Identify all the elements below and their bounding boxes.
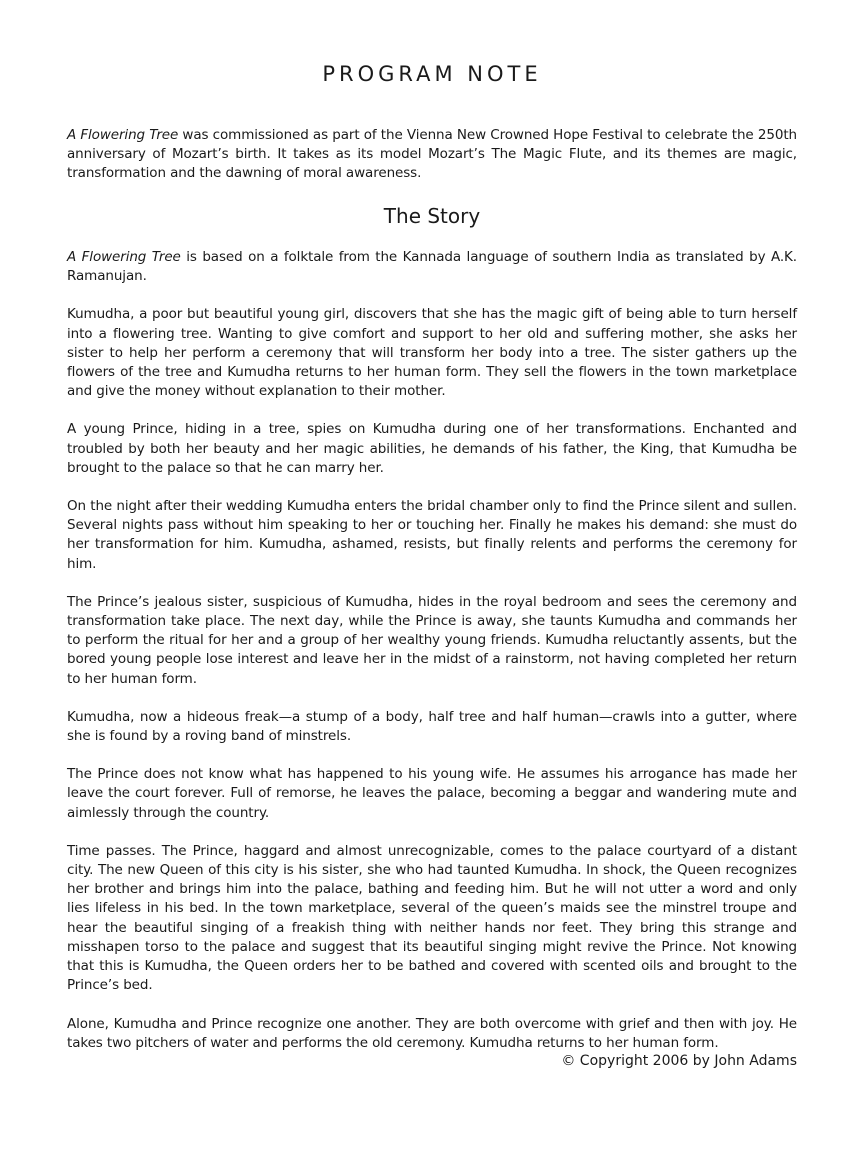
story-paragraph: Kumudha, now a hideous freak—a stump of a body, half tree and half human—crawls into a gutter, where she is found by a roving band of minstrels.	[67, 708, 797, 745]
story-paragraph: Time passes. The Prince, haggard and almost unrecognizable, comes to the palace courtyard of a distant city. The new Queen of this city is his sister, she who had taunted Kumudha. In shock, the Queen recognizes her brother and brings him into the palace, bathing and feeding him. But he will not utter a word and only lies lifeless in his bed. In the town marketplace, several of the queen’s maids see the minstrel troupe and hear the beautiful singing of a freakish thing with neither hands nor feet. They bring this strange and misshapen torso to the palace and suggest that its beautiful singing might revive the Prince. Not knowing that this is Kumudha, the Queen orders her to be bathed and covered with scented oils and brought to the Prince’s bed.	[67, 842, 797, 994]
story-intro-paragraph	[67, 248, 797, 286]
work-title: A Flowering Tree	[67, 127, 179, 143]
story-section	[67, 248, 797, 1072]
story-paragraph: Kumudha, a poor but beautiful young girl, discovers that she has the magic gift of being able to turn herself into a flowering tree. Wanting to give comfort and support to her old and suffering mother, she asks her sister to help her perform a ceremony that will transform her body into a tree. The sister gathers up the flowers of the tree and Kumudha returns to her human form. They sell the flowers in the town marketplace and give the money without explanation to their mother.	[67, 306, 797, 400]
page-title: PROGRAM NOTE	[322, 62, 542, 86]
intro-paragraph	[67, 126, 797, 184]
story-paragraph: On the night after their wedding Kumudha enters the bridal chamber only to find the Prince silent and sullen. Several nights pass without him speaking to her or touching her. Finally he makes his demand: she must do her transformation for him. Kumudha, ashamed, resists, but finally relents and performs the ceremony for him.	[67, 498, 797, 572]
work-title: A Flowering Tree	[67, 249, 181, 265]
story-paragraph: Alone, Kumudha and Prince recognize one another. They are both overcome with grief and then with joy. He takes two pitchers of water and performs the old ceremony. Kumudha returns to her human form.	[67, 1015, 797, 1051]
story-heading: The Story	[383, 204, 481, 228]
copyright-notice: © Copyright 2006 by John Adams	[561, 1053, 797, 1069]
intro-text: was commissioned as part of the Vienna New Crowned Hope Festival to celebrate the 250th anniversary of Mozart’s birth. It takes as its model Mozart’s The Magic Flute, and its themes are magic, transformation and the dawning of moral awareness.	[67, 127, 797, 182]
story-paragraph: The Prince does not know what has happened to his young wife. He assumes his arrogance has made her leave the court forever. Full of remorse, he leaves the palace, becoming a beggar and wandering mute and aimlessly through the country.	[67, 766, 797, 821]
story-paragraph: A young Prince, hiding in a tree, spies on Kumudha during one of her transformations. Enchanted and troubled by both her beauty and her magic abilities, he demands of his father, the King, that Kumudha be brought to the palace so that he can marry her.	[67, 421, 797, 476]
intro-section	[67, 126, 797, 203]
story-intro-text: is based on a folktale from the Kannada language of southern India as translated by A.K. Ramanujan.	[67, 249, 797, 285]
program-note-page	[67, 0, 797, 1152]
story-paragraph: The Prince’s jealous sister, suspicious of Kumudha, hides in the royal bedroom and sees the ceremony and transformation take place. The next day, while the Prince is away, she taunts Kumudha and commands her to perform the ritual for her and a group of her wealthy young friends. Kumudha reluctantly assents, but the bored young people lose interest and leave her in the midst of a rainstorm, not having completed her return to her human form.	[67, 593, 797, 687]
